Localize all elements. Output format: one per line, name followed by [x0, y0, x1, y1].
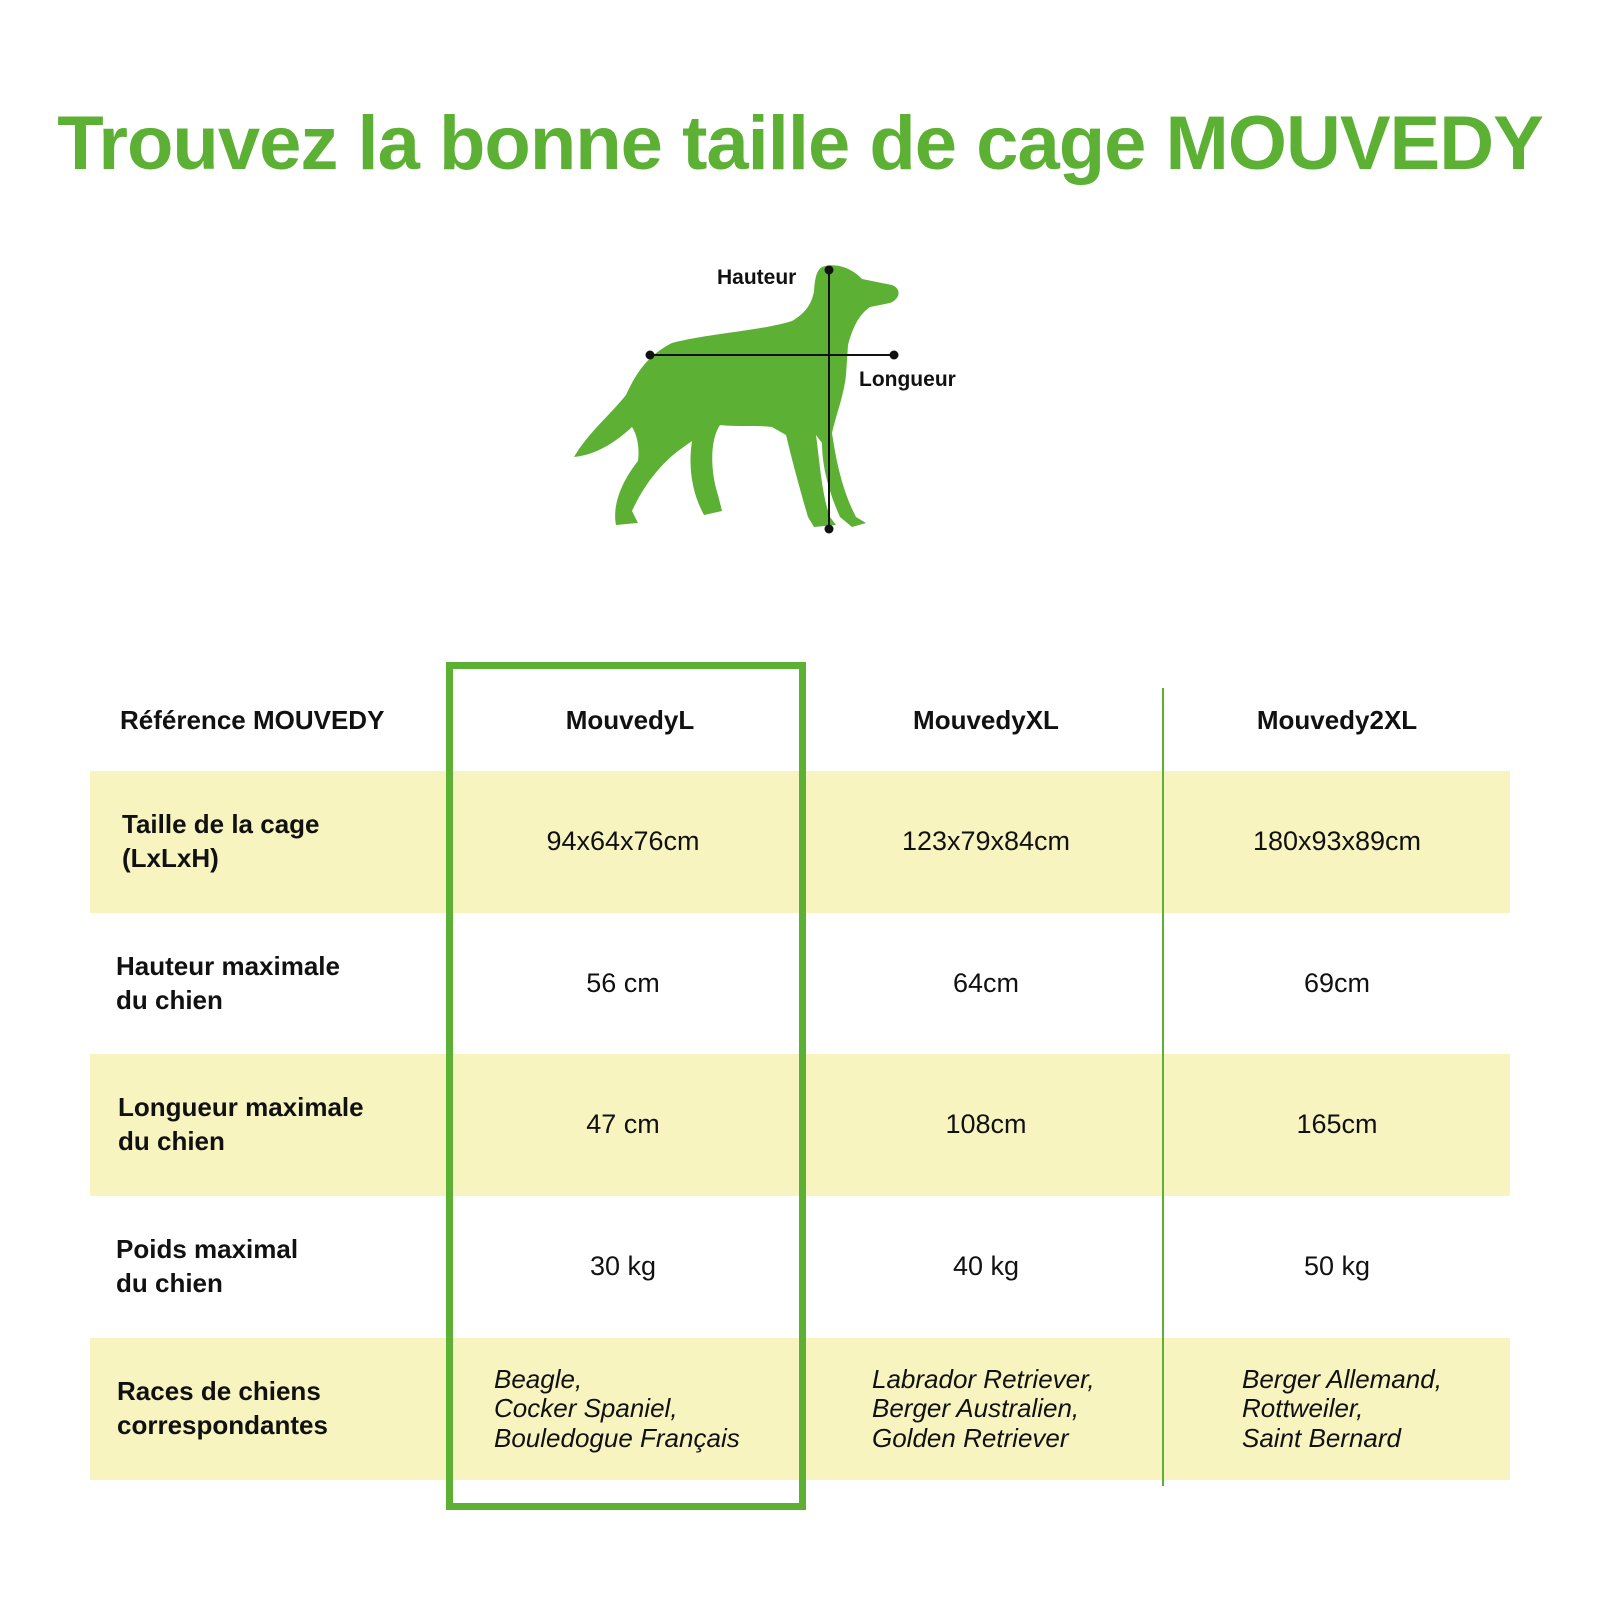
- row-label-max-height: Hauteur maximale du chien: [116, 950, 340, 1015]
- column-header-xl: MouvedyXL: [913, 705, 1059, 736]
- length-label: Longueur: [859, 368, 956, 391]
- dog-measurement-diagram: [560, 255, 1020, 555]
- row-label-max-length: Longueur maximale du chien: [118, 1092, 364, 1156]
- breeds-cell-xl: Labrador Retriever, Berger Australien, Golden Retriever: [872, 1363, 1095, 1453]
- row-label-max-weight: Poids maximal du chien: [116, 1234, 299, 1298]
- page-title: Trouvez la bonne taille de cage MOUVEDY: [57, 101, 1543, 186]
- table-header-label: Référence MOUVEDY: [120, 705, 385, 736]
- dog-silhouette-icon: [574, 265, 899, 527]
- table-cell: 56 cm: [586, 967, 660, 998]
- table-cell: 180x93x89cm: [1252, 826, 1422, 857]
- table-cell: 64cm: [952, 967, 1020, 998]
- length-measure-right-dot: [890, 351, 899, 360]
- row-label-breeds: Races de chiens correspondantes: [117, 1376, 328, 1440]
- row-label-cage-size: Taille de la cage (LxLxH): [122, 809, 320, 873]
- height-label: Hauteur: [717, 266, 797, 289]
- length-measure-left-dot: [646, 351, 655, 360]
- table-cell: 47 cm: [586, 1109, 660, 1140]
- table-cell: 50 kg: [1303, 1251, 1371, 1282]
- table-cell: 165cm: [1296, 1109, 1378, 1140]
- height-measure-bottom-dot: [825, 525, 834, 534]
- table-cell: 108cm: [945, 1109, 1027, 1140]
- breeds-cell-l: Beagle, Cocker Spaniel, Bouledogue Français: [494, 1363, 740, 1453]
- column-header-l: MouvedyL: [565, 705, 695, 736]
- table-cell: 123x79x84cm: [901, 826, 1071, 857]
- breeds-cell-2xl: Berger Allemand, Rottweiler, Saint Bernard: [1242, 1363, 1442, 1453]
- table-cell: 30 kg: [589, 1251, 657, 1282]
- height-measure-top-dot: [825, 266, 834, 275]
- table-cell: 40 kg: [952, 1251, 1020, 1282]
- table-cell: 94x64x76cm: [546, 826, 700, 857]
- column-header-2xl: Mouvedy2XL: [1256, 705, 1418, 736]
- table-cell: 69cm: [1303, 967, 1371, 998]
- dog-diagram-svg: [560, 255, 1020, 555]
